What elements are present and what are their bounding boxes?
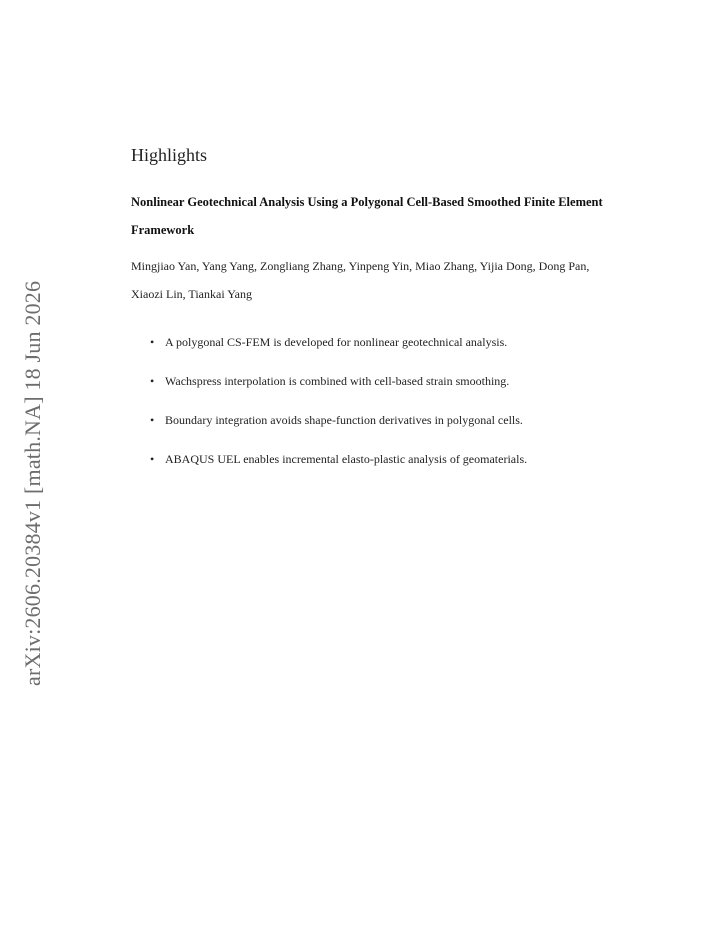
paper-title: Nonlinear Geotechnical Analysis Using a Polygonal Cell-Based Smoothed Finite Element Framework bbox=[131, 195, 603, 237]
bullet-icon: • bbox=[150, 452, 155, 466]
highlight-text: Wachspress interpolation is combined with cell-based strain smoothing. bbox=[165, 374, 510, 388]
highlight-text: ABAQUS UEL enables incremental elasto-plastic analysis of geomaterials. bbox=[165, 452, 528, 466]
highlight-item bbox=[131, 328, 601, 356]
highlights-list bbox=[131, 328, 601, 484]
bullet-icon: • bbox=[150, 413, 155, 427]
highlight-item bbox=[131, 367, 601, 395]
highlight-text: A polygonal CS-FEM is developed for nonlinear geotechnical analysis. bbox=[165, 335, 508, 349]
section-heading: Highlights bbox=[131, 145, 208, 165]
highlight-text: Boundary integration avoids shape-function derivatives in polygonal cells. bbox=[165, 413, 523, 427]
author-list: Mingjiao Yan, Yang Yang, Zongliang Zhang, Yinpeng Yin, Miao Zhang, Yijia Dong, Dong Pan, Xiaozi Lin, Tiankai Yang bbox=[131, 259, 590, 301]
bullet-icon: • bbox=[150, 374, 155, 388]
highlight-item bbox=[131, 445, 601, 473]
bullet-icon: • bbox=[150, 335, 155, 349]
highlight-item bbox=[131, 406, 601, 434]
arxiv-identifier: arXiv:2606.20384v1 [math.NA] 18 Jun 2026 bbox=[20, 280, 45, 686]
